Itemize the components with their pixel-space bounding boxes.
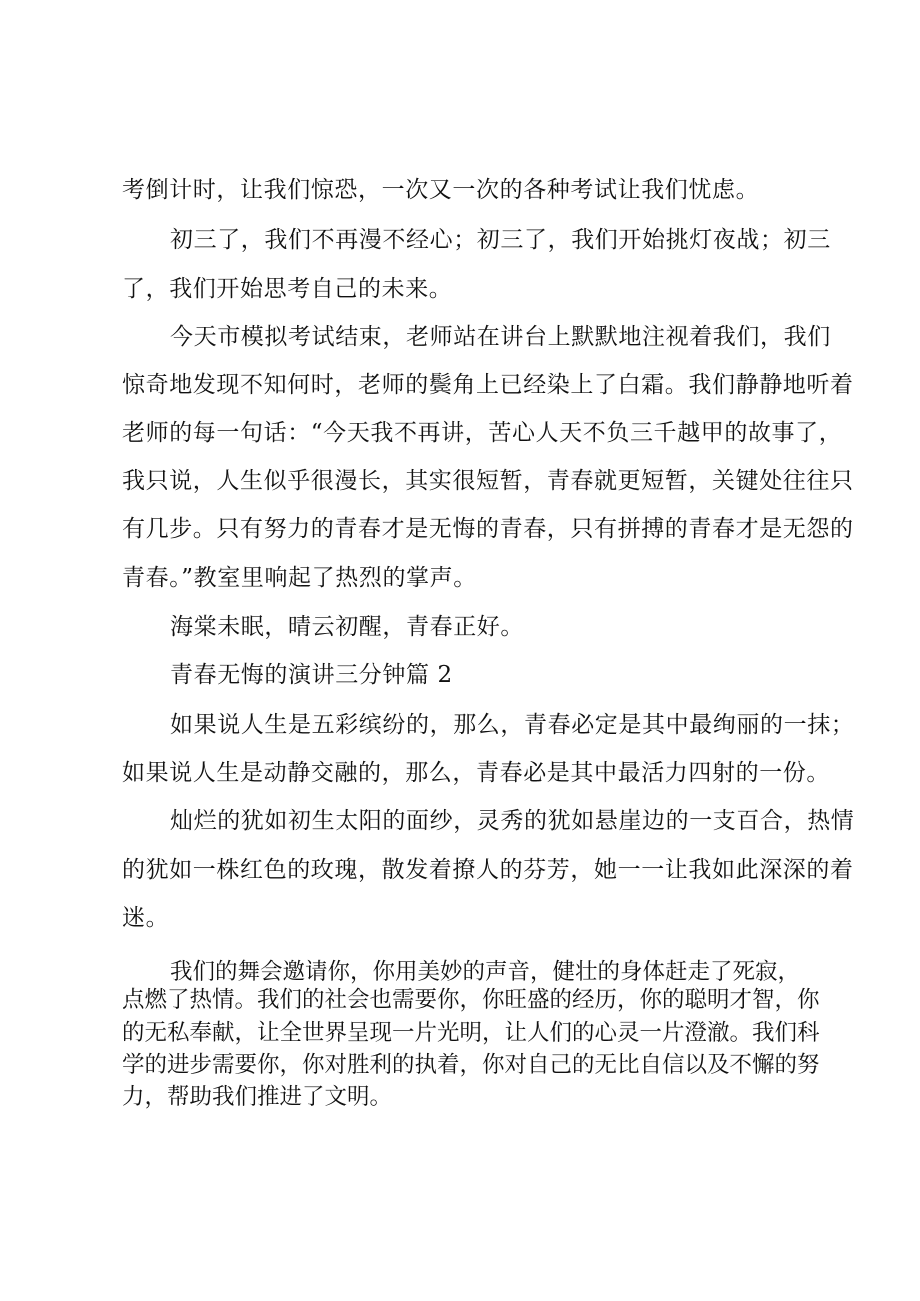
text-line: 力，帮助我们推进了文明。 xyxy=(122,1084,393,1110)
text-line: 海棠未眠，晴云初醒，青春正好。 xyxy=(170,614,524,640)
text-line: 灿烂的犹如初生太阳的面纱，灵秀的犹如悬崖边的一支百合，热情 xyxy=(170,808,855,834)
text-line: 学的进步需要你，你对胜利的执着，你对自己的无比自信以及不懈的努 xyxy=(122,1052,820,1078)
text-line: 今天市模拟考试结束，老师站在讲台上默默地注视着我们，我们 xyxy=(170,324,831,350)
text-line: 初三了，我们不再漫不经心；初三了，我们开始挑灯夜战；初三 xyxy=(170,227,831,253)
text-line: 如果说人生是动静交融的，那么，青春必是其中最活力四射的一份。 xyxy=(122,760,830,786)
text-line: 的犹如一株红色的玫瑰，散发着撩人的芬芳，她一一让我如此深深的着 xyxy=(122,857,854,883)
text-line: 老师的每一句话：“今天我不再讲，苦心人天不负三千越甲的故事了， xyxy=(122,420,843,446)
text-line: 迷。 xyxy=(122,905,170,931)
text-line: 点燃了热情。我们的社会也需要你，你旺盛的经历，你的聪明才智，你 xyxy=(122,987,820,1013)
text-line: 的无私奉献，让全世界呈现一片光明，让人们的心灵一片澄澈。我们科 xyxy=(122,1020,820,1046)
text-line: 惊奇地发现不知何时，老师的鬓角上已经染上了白霜。我们静静地听着 xyxy=(122,372,854,398)
section-title: 青春无悔的演讲三分钟篇 2 xyxy=(170,662,453,688)
text-line: 有几步。只有努力的青春才是无悔的青春，只有拼搏的青春才是无怨的 xyxy=(122,516,854,542)
text-line: 我只说，人生似乎很漫长，其实很短暂，青春就更短暂，关键处往往只 xyxy=(122,468,854,494)
text-line: 考倒计时，让我们惊恐，一次又一次的各种考试让我们忧虑。 xyxy=(122,177,760,203)
text-line: 我们的舞会邀请你，你用美妙的声音，健壮的身体赶走了死寂， xyxy=(170,959,801,985)
text-line: 青春。”教室里响起了热烈的掌声。 xyxy=(122,565,477,591)
text-line: 如果说人生是五彩缤纷的，那么，青春必定是其中最绚丽的一抹； xyxy=(170,712,855,738)
text-line: 了，我们开始思考自己的未来。 xyxy=(122,276,453,302)
